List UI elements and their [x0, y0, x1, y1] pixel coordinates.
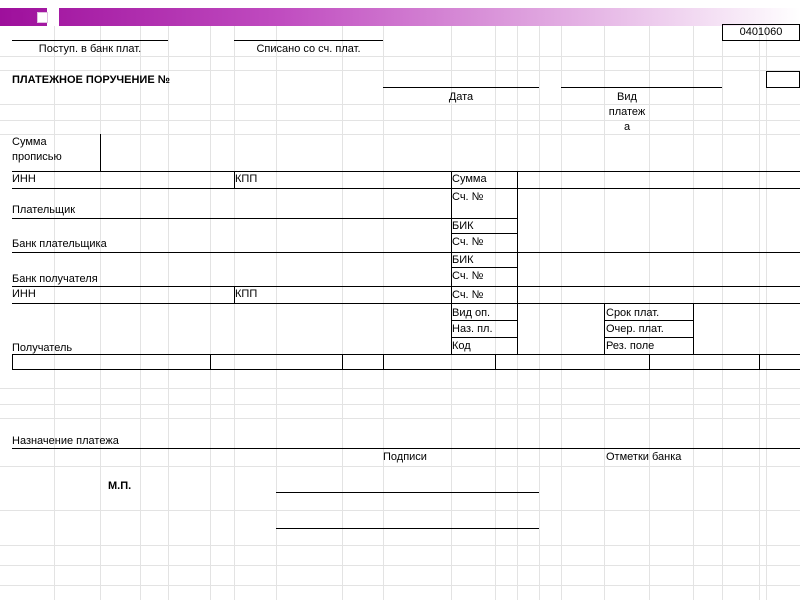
payment-purpose-short-label: Наз. пл.	[452, 323, 493, 335]
recipient-account-label: Сч. №	[452, 289, 484, 301]
signature-line-2	[276, 528, 539, 529]
payer-bank-account-label: Сч. №	[452, 236, 484, 248]
payer-kpp-label: КПП	[235, 173, 258, 185]
amount-words-label-2: прописью	[12, 151, 62, 163]
payer-account-label: Сч. №	[452, 191, 484, 203]
date-label: Дата	[448, 91, 474, 103]
operation-type-label: Вид оп.	[452, 307, 491, 319]
recipient-kpp-label: КПП	[235, 288, 258, 300]
header-gradient-bar	[0, 8, 800, 26]
recipient-bank-account-label: Сч. №	[452, 270, 484, 282]
bank-marks-label: Отметки банка	[606, 451, 682, 463]
payment-type-line	[561, 87, 722, 88]
payer-bank-bik-label: БИК	[452, 220, 474, 232]
code-label: Код	[452, 340, 471, 352]
received-date-line	[12, 40, 168, 41]
amount-words-divider	[100, 134, 101, 171]
payment-order-label: Очер. плат.	[606, 323, 664, 335]
amount-words-label-1: Сумма	[12, 136, 47, 148]
payer-bank-label: Банк плательщика	[12, 238, 107, 250]
recipient-label: Получатель	[12, 342, 73, 354]
bullet-square-icon	[37, 12, 48, 23]
payment-type-label-1: Вид	[617, 91, 637, 103]
payer-inn-label: ИНН	[12, 173, 36, 185]
page-title: ПЛАТЕЖНОЕ ПОРУЧЕНИЕ №	[12, 74, 170, 86]
payer-label: Плательщик	[12, 204, 76, 216]
debited-label: Списано со сч. плат.	[256, 43, 361, 55]
header-notch	[47, 0, 59, 26]
payment-purpose-label: Назначение платежа	[12, 435, 119, 447]
date-line	[383, 87, 539, 88]
received-label: Поступ. в банк плат.	[38, 43, 142, 55]
recipient-bank-bik-label: БИК	[452, 254, 474, 266]
signatures-label: Подписи	[383, 451, 427, 463]
form-code: 0401060	[739, 26, 783, 38]
reserve-field-label: Рез. поле	[606, 340, 655, 352]
stamp-label: М.П.	[108, 480, 132, 492]
payment-type-label-3: а	[623, 121, 631, 133]
due-date-label: Срок плат.	[606, 307, 660, 319]
bullet-square-icon	[12, 12, 23, 23]
payment-type-label-2: платеж	[608, 106, 646, 118]
recipient-inn-label: ИНН	[12, 288, 36, 300]
status-box	[766, 71, 800, 88]
signature-line-1	[276, 492, 539, 493]
recipient-bank-label: Банк получателя	[12, 273, 98, 285]
debited-date-line	[234, 40, 383, 41]
amount-label: Сумма	[452, 173, 487, 185]
